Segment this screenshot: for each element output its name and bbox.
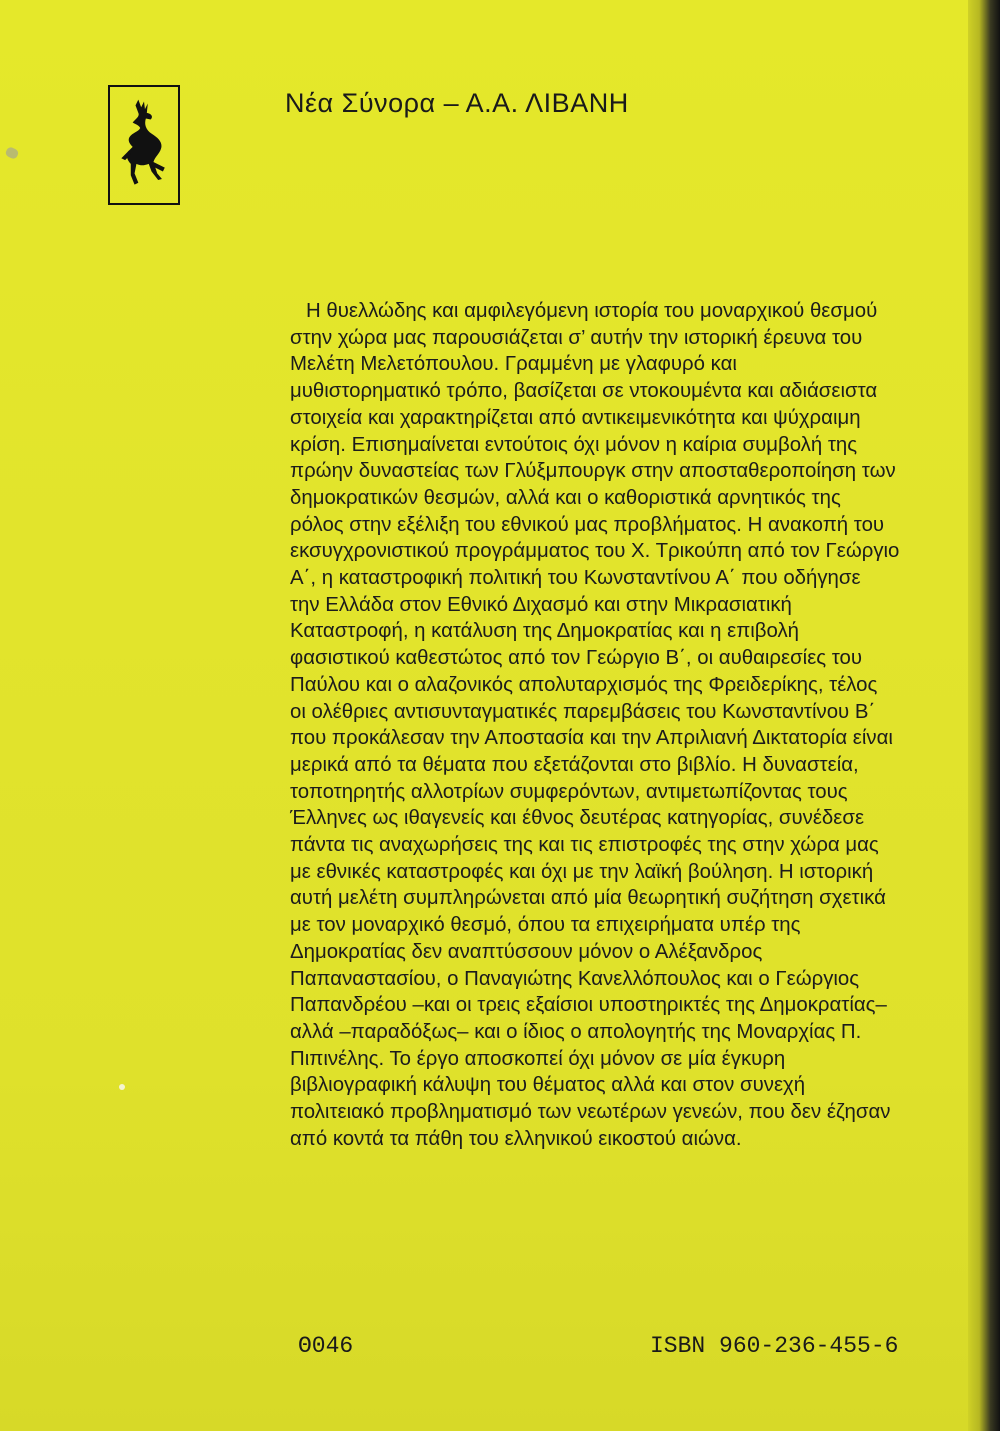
isbn-number: ISBN 960-236-455-6: [650, 1333, 899, 1359]
blurb-line: αυτή μελέτη συμπληρώνεται από μία θεωρητική συζήτηση σχετικά: [290, 887, 886, 910]
blurb-line: Η θυελλώδης και αμφιλεγόμενη ιστορία του μοναρχικού θεσμού: [306, 300, 878, 322]
blurb-line: στην χώρα μας παρουσιάζεται σ’ αυτήν την ιστορική έρευνα του: [290, 326, 863, 349]
blurb-line: πολιτειακό προβληματισμό των νεωτέρων γενεών, που δεν έζησαν: [290, 1101, 891, 1124]
blurb-line: Καταστροφή, η κατάλυση της Δημοκρατίας και η επιβολή: [290, 620, 800, 643]
blurb-line: πρώην δυναστείας των Γλύξμπουργκ στην αποσταθεροποίηση των: [290, 460, 896, 483]
blurb-line: την Ελλάδα στον Εθνικό Διχασμό και στην Μικρασιατική: [290, 593, 792, 616]
deer-icon: [110, 87, 178, 203]
blurb-line: που προκάλεσαν την Αποστασία και την Απριλιανή Δικτατορία είναι: [290, 727, 893, 750]
blurb-line: Παπαναστασίου, ο Παναγιώτης Κανελλόπουλος και ο Γεώργιος: [290, 967, 860, 990]
blurb-line: Παύλου και ο αλαζονικός απολυταρχισμός της Φρειδερίκης, τέλος: [290, 673, 878, 696]
blurb-line: Πιπινέλης. Το έργο αποσκοπεί όχι μόνον σε μία έγκυρη: [290, 1047, 786, 1070]
blurb-line: με τον μοναρχικό θεσμό, όπου τα επιχειρήματα υπέρ της: [290, 914, 801, 937]
blurb-line: πάντα τις αναχωρήσεις της και τις επιστροφές της στην χώρα μας: [290, 834, 879, 857]
blurb-line: μερικά από τα θέματα που εξετάζονται στο βιβλίο. Η δυναστεία,: [290, 753, 859, 776]
blurb-line: βιβλιογραφική κάλυψη του θέματος αλλά και στον συνεχή: [290, 1074, 806, 1097]
blurb-line: τοποτηρητής αλλοτρίων συμφερόντων, αντιμετωπίζοντας τους: [290, 780, 848, 803]
catalog-code: Θ046: [298, 1333, 354, 1359]
cover-spine-edge: [968, 0, 1000, 1431]
blurb-text: [290, 298, 928, 1153]
cover-scratch: [4, 146, 19, 160]
blurb-line: Παπανδρέου –και οι τρεις εξαίσιοι υποστηρικτές της Δημοκρατίας–: [290, 994, 887, 1017]
cover-speck: [119, 1084, 125, 1090]
blurb-line: αλλά –παραδόξως– και ο ίδιος ο απολογητής της Μοναρχίας Π.: [290, 1020, 862, 1043]
blurb-line: δημοκρατικών θεσμών, αλλά και ο καθοριστικά αρνητικός της: [290, 486, 841, 509]
blurb-line: εκσυγχρονιστικού προγράμματος του Χ. Τρικούπη από τον Γεώργιο: [290, 540, 900, 563]
publisher-logo: [108, 85, 180, 205]
publisher-name: Νέα Σύνορα – Α.Α. ΛΙΒΑΝΗ: [285, 88, 629, 118]
blurb-line: οι ολέθριες αντισυνταγματικές παρεμβάσεις του Κωνσταντίνου Β΄: [290, 700, 876, 723]
blurb-line: στοιχεία και χαρακτηρίζεται από αντικειμενικότητα και ψύχραιμη: [290, 406, 861, 429]
blurb-line: κρίση. Επισημαίνεται εντούτοις όχι μόνον η καίρια συμβολή της: [290, 433, 858, 456]
blurb-line: Μελέτη Μελετόπουλου. Γραμμένη με γλαφυρό και: [290, 353, 737, 376]
blurb-line: με εθνικές καταστροφές και όχι με την λαϊκή βούληση. Η ιστορική: [290, 860, 874, 883]
blurb-line: Δημοκρατίας δεν αναπτύσσουν μόνον ο Αλέξανδρος: [290, 940, 763, 963]
blurb-line: φασιστικού καθεστώτος από τον Γεώργιο Β΄, οι αυθαιρεσίες του: [290, 647, 863, 670]
blurb-line: μυθιστορηματικό τρόπο, βασίζεται σε ντοκουμέντα και αδιάσειστα: [290, 380, 878, 403]
blurb-line: Έλληνες ως ιθαγενείς και έθνος δευτέρας κατηγορίας, συνέδεσε: [290, 807, 865, 830]
blurb-line: Α΄, η καταστροφική πολιτική του Κωνσταντίνου Α΄ που οδήγησε: [290, 567, 861, 590]
blurb-line: ρόλος στην εξέλιξη του εθνικού μας προβλήματος. Η ανακοπή του: [290, 513, 885, 536]
blurb-line: από κοντά τα πάθη του ελληνικού εικοστού αιώνα.: [290, 1127, 742, 1150]
